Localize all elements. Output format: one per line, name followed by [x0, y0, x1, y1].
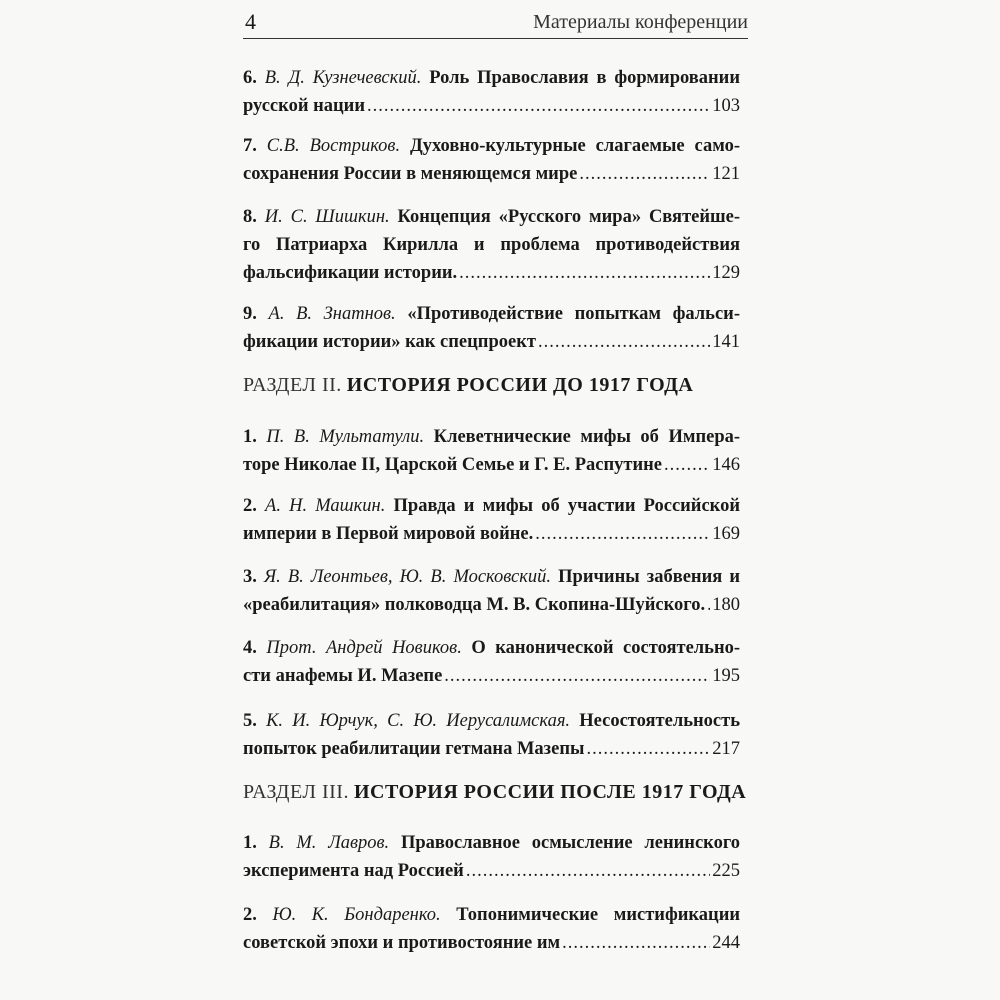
- dot-leader: [444, 662, 710, 690]
- toc-entry[interactable]: [243, 901, 740, 957]
- entry-title: го Патриарха Кирилла и проблема противодействия: [243, 235, 740, 255]
- toc-entry-last-line: [243, 929, 740, 957]
- dot-leader: [538, 328, 710, 356]
- entry-title: Роль Православия в формировании: [429, 68, 740, 88]
- toc-entry[interactable]: [243, 707, 740, 763]
- toc-entry-line: [243, 423, 740, 451]
- entry-title: фикации истории» как спецпроект: [243, 332, 536, 352]
- dot-leader: [664, 451, 710, 479]
- entry-title: сохранения России в меняющемся мире: [243, 164, 578, 184]
- toc-entry-last-line: [243, 92, 740, 120]
- page-header: [243, 4, 748, 39]
- dot-leader: [459, 259, 710, 287]
- entry-page: 121: [712, 164, 740, 184]
- entry-title: советской эпохи и противостояние им: [243, 933, 561, 953]
- entry-page: 103: [712, 96, 740, 116]
- dot-leader: [367, 92, 710, 120]
- toc-entry-last-line: [243, 857, 740, 885]
- entry-title: Духовно-культурные слагаемые само-: [410, 136, 740, 156]
- toc-entry-line: [243, 492, 740, 520]
- entry-author: В. М. Лавров.: [268, 833, 390, 853]
- entry-title: Концепция «Русского мира» Святейше-: [397, 207, 741, 227]
- toc-entry[interactable]: [243, 829, 740, 885]
- section-prefix: РАЗДЕЛ II.: [243, 374, 342, 396]
- entry-title: попыток реабилитации гетмана Мазепы: [243, 739, 585, 759]
- entry-number: 1.: [243, 833, 257, 853]
- entry-page: 244: [712, 933, 740, 953]
- toc-entry-line: [243, 231, 740, 259]
- dot-leader: [707, 591, 710, 619]
- dot-leader: [466, 857, 710, 885]
- entry-page: 217: [712, 739, 740, 759]
- entry-number: 9.: [243, 304, 257, 324]
- entry-number: 7.: [243, 136, 257, 156]
- toc-entry-line: [243, 203, 740, 231]
- section-title: ИСТОРИЯ РОССИИ ДО 1917 ГОДА: [346, 374, 694, 396]
- entry-title: Правда и мифы об участии Российской: [393, 496, 741, 516]
- entry-author: К. И. Юрчук, С. Ю. Иерусалимская.: [266, 711, 571, 731]
- section-heading: [243, 781, 748, 804]
- entry-number: 5.: [243, 711, 257, 731]
- toc-entry-last-line: [243, 662, 740, 690]
- entry-title: эксперимента над Россией: [243, 861, 464, 881]
- toc-entry-line: [243, 300, 740, 328]
- page-number: 4: [245, 9, 256, 34]
- section-heading: [243, 374, 748, 397]
- toc-entry-last-line: [243, 451, 740, 479]
- entry-author: П. В. Мультатули.: [266, 427, 425, 447]
- toc-entry[interactable]: [243, 492, 740, 548]
- entry-page: 141: [712, 332, 740, 352]
- section-prefix: РАЗДЕЛ III.: [243, 781, 349, 803]
- toc-entry[interactable]: [243, 64, 740, 120]
- entry-number: 2.: [243, 905, 257, 925]
- toc-entry[interactable]: [243, 563, 740, 619]
- entry-title: О канонической состоятельно-: [471, 638, 741, 658]
- toc-entry-line: [243, 829, 740, 857]
- entry-page: 169: [712, 524, 740, 544]
- entry-title: русской нации: [243, 96, 365, 116]
- entry-page: 225: [712, 861, 740, 881]
- entry-page: 129: [712, 263, 740, 283]
- entry-title: Топонимические мистификации: [456, 905, 741, 925]
- entry-title: империи в Первой мировой войне.: [243, 524, 534, 544]
- entry-author: С.В. Востриков.: [266, 136, 401, 156]
- toc-entry-line: [243, 563, 740, 591]
- toc-entry-last-line: [243, 591, 740, 619]
- entry-title: «реабилитация» полководца М. В. Скопина-Шуйского.: [243, 595, 706, 615]
- toc-entry-last-line: [243, 259, 740, 287]
- entry-title: «Противодействие попыткам фальси-: [407, 304, 740, 324]
- dot-leader: [535, 520, 710, 548]
- toc-entry-line: [243, 901, 740, 929]
- toc-entry-last-line: [243, 160, 740, 188]
- entry-author: В. Д. Кузнечевский.: [264, 68, 422, 88]
- toc-entry-last-line: [243, 735, 740, 763]
- entry-number: 1.: [243, 427, 257, 447]
- entry-number: 3.: [243, 567, 257, 587]
- toc-entry-line: [243, 634, 740, 662]
- toc-entry[interactable]: [243, 132, 740, 188]
- toc-entry-last-line: [243, 520, 740, 548]
- entry-title: сти анафемы И. Мазепе: [243, 666, 443, 686]
- dot-leader: [579, 160, 710, 188]
- entry-author: Я. В. Леонтьев, Ю. В. Московский.: [263, 567, 552, 587]
- entry-author: Прот. Андрей Новиков.: [266, 638, 462, 658]
- entry-title: Причины забвения и: [558, 567, 741, 587]
- toc-entry-last-line: [243, 328, 740, 356]
- entry-page: 195: [712, 666, 740, 686]
- entry-author: А. В. Знатнов.: [268, 304, 396, 324]
- toc-entry[interactable]: [243, 300, 740, 356]
- entry-number: 6.: [243, 68, 257, 88]
- dot-leader: [562, 929, 710, 957]
- entry-title: Православное осмысление ленинского: [400, 833, 741, 853]
- toc-entry-line: [243, 64, 740, 92]
- dot-leader: [586, 735, 710, 763]
- entry-number: 4.: [243, 638, 257, 658]
- toc-entry-line: [243, 707, 740, 735]
- toc-entry-line: [243, 132, 740, 160]
- entry-page: 146: [712, 455, 740, 475]
- section-title: ИСТОРИЯ РОССИИ ПОСЛЕ 1917 ГОДА: [353, 781, 747, 803]
- running-title: Материалы конференции: [533, 11, 748, 33]
- entry-title: торе Николае II, Царской Семье и Г. Е. Распутине: [243, 455, 663, 475]
- entry-title: Несостоятельность: [579, 711, 740, 731]
- entry-title: фальсификации истории.: [243, 263, 458, 283]
- entry-author: И. С. Шишкин.: [264, 207, 390, 227]
- entry-title: Клеветнические мифы об Импера-: [433, 427, 741, 447]
- toc-entry[interactable]: [243, 634, 740, 690]
- entry-author: Ю. К. Бондаренко.: [272, 905, 441, 925]
- entry-author: А. Н. Машкин.: [265, 496, 386, 516]
- toc-entry[interactable]: [243, 203, 740, 287]
- entry-number: 2.: [243, 496, 257, 516]
- entry-page: 180: [712, 595, 740, 615]
- entry-number: 8.: [243, 207, 257, 227]
- toc-entry[interactable]: [243, 423, 740, 479]
